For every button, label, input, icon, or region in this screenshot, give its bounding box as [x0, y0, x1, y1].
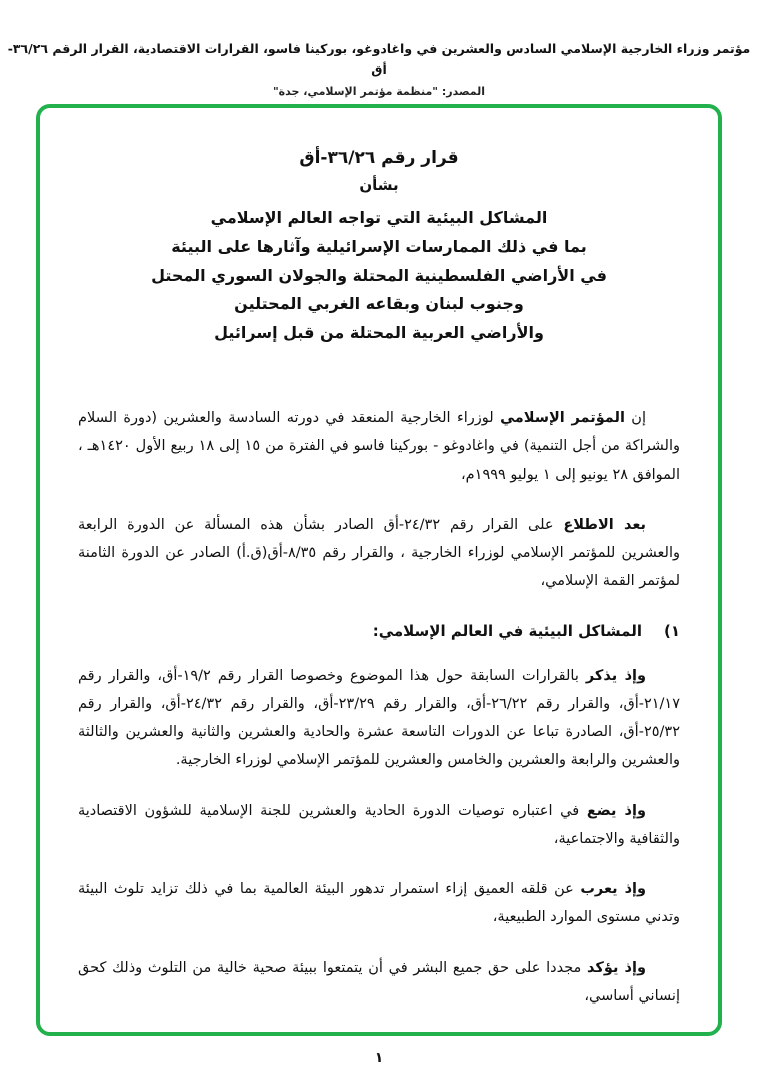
section-title: المشاكل البيئية في العالم الإسلامي:	[372, 621, 642, 640]
about-label: بشأن	[359, 176, 399, 194]
paragraph-lead: وإذ يضع	[586, 802, 646, 819]
paragraph-text: في اعتباره توصيات الدورة الحادية والعشرين للجنة الإسلامية للشؤون الاقتصادية والثقافية والاجتماعية،	[78, 802, 680, 847]
body-paragraph	[78, 662, 680, 775]
paragraph-lead: المؤتمر الإسلامي	[500, 409, 625, 426]
source-header	[0, 0, 758, 98]
paragraph-lead: وإذ يعرب	[580, 881, 646, 898]
resolution-title: قرار رقم ٣٦/٢٦-أق	[299, 148, 459, 168]
paragraph-lead: وإذ يذكر	[585, 667, 647, 684]
section-number: ١)	[663, 621, 680, 640]
body-paragraph	[78, 511, 680, 596]
source-attribution: المصدر: "منظمة مؤتمر الإسلامي، جدة"	[272, 84, 486, 98]
subject-line: والأراضي العربية المحتلة من قبل إسرائيل	[214, 323, 544, 343]
section-heading	[78, 622, 680, 640]
subject-line: بما في ذلك الممارسات الإسرائيلية وآثارها على البيئة	[171, 236, 587, 256]
body-paragraph	[78, 954, 680, 1011]
paragraph-text: بالقرارات السابقة حول هذا الموضوع وخصوصا القرار رقم ١٩/٢-أق، والقرار رقم ٢١/١٧-أق، والقرار رقم ٢٦/٢٢-أق، والقرار رقم ٢٣/٢٩-أق، والقرار رقم ٢٤/٣٢-أق، والقرار رقم ٢٥/٣٢-أق، الصادرة تباعا عن الدورات التاسعة عشرة والحادية والعشرين والثانية والعشرين والثالثة والعشرين والرابعة والعشرين والخامس والعشرين للمؤتمر الإسلامي لوزراء الخارجية.	[78, 667, 681, 769]
subject-line: في الأراضي الفلسطينية المحتلة والجولان السوري المحتل	[151, 265, 607, 285]
paragraph-text: عن قلقه العميق إزاء استمرار تدهور البيئة العالمية بما في ذلك تزايد تلوث البيئة وتدني مستوى الموارد الطبيعية،	[78, 881, 680, 926]
paragraph-prefix: إن	[624, 409, 646, 426]
paragraph-lead: بعد الاطلاع	[563, 516, 646, 533]
subject-heading-block	[78, 204, 680, 348]
body-paragraph	[78, 797, 680, 854]
body-paragraph	[78, 875, 680, 932]
green-border-frame	[36, 104, 722, 1036]
source-line: مؤتمر وزراء الخارجية الإسلامي السادس والعشرين في واغادوغو، بوركينا فاسو، القرارات الاقتصادية، القرار الرقم ٣٦/٢٦-أق	[7, 41, 751, 78]
paragraph-text: لوزراء الخارجية المنعقد في دورته السادسة والعشرين (دورة السلام والشراكة من أجل التنمية) في واغادوغو - بوركينا فاسو في الفترة من ١٥ إلى ١٨ ربيع الأول ١٤٢٠هـ ، الموافق ٢٨ يونيو إلى ١ يوليو ١٩٩٩م،	[78, 409, 680, 483]
body-paragraph	[78, 404, 680, 489]
paragraph-text: على القرار رقم ٢٤/٣٢-أق الصادر بشأن هذه المسألة عن الدورة الرابعة والعشرين للمؤتمر الإسلامي لوزراء الخارجية ، والقرار رقم ٨/٣٥-أق(ق.أ) الصادر عن الدورة الثامنة لمؤتمر القمة الإسلامي،	[78, 516, 680, 590]
paragraph-lead: وإذ يؤكد	[587, 959, 646, 976]
subject-line: وجنوب لبنان وبقاعه الغربي المحتلين	[234, 294, 524, 314]
page-number: ١	[374, 1050, 384, 1066]
subject-line: المشاكل البيئية التي تواجه العالم الإسلامي	[210, 208, 548, 227]
paragraph-text: مجددا على حق جميع البشر في أن يتمتعوا ببيئة صحية خالية من التلوث وذلك كحق إنساني أساسي،	[78, 959, 680, 1004]
